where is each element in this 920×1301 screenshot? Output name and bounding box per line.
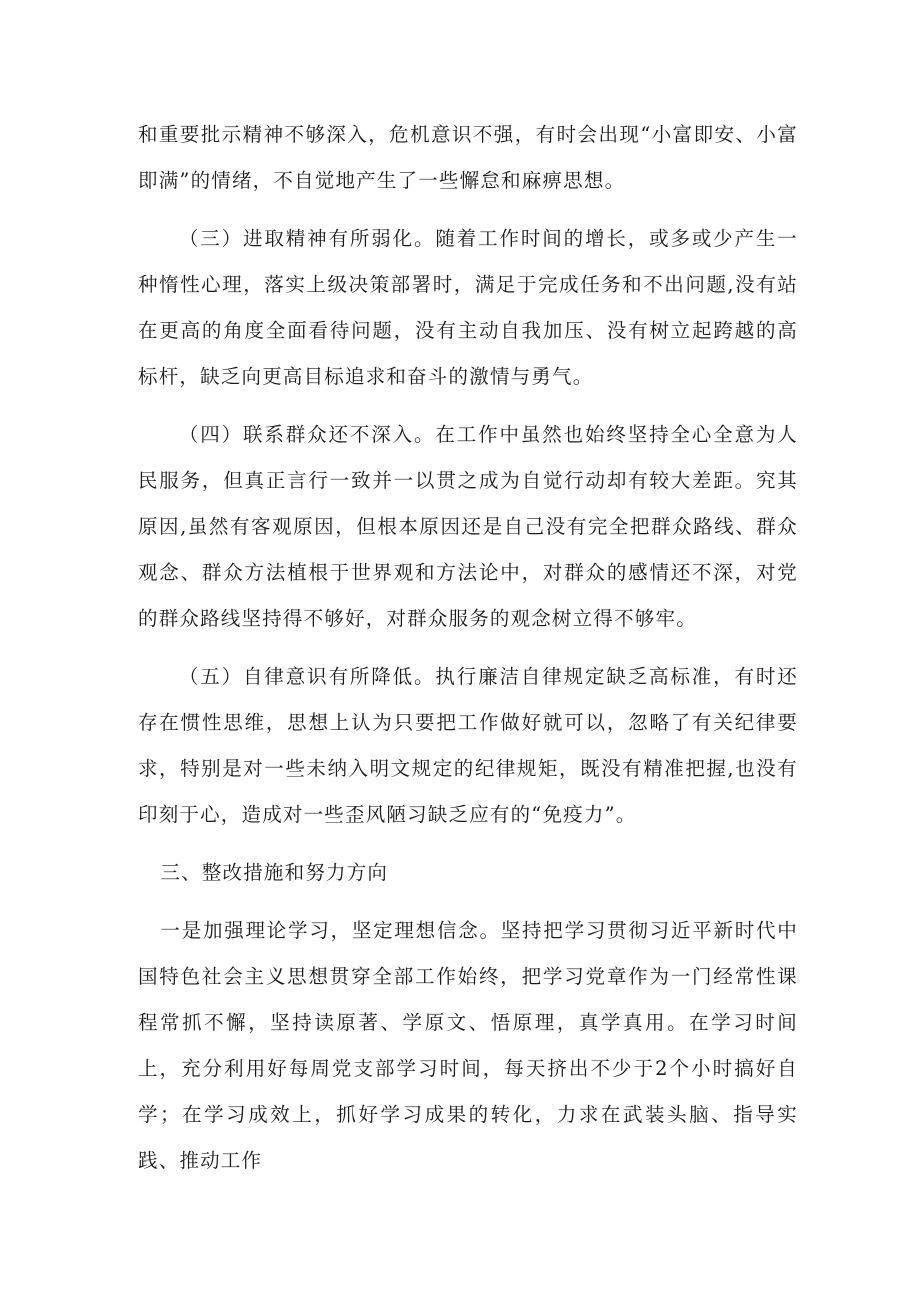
paragraph-section-five: （五）自律意识有所降低。执行廉洁自律规定缺乏高标准，有时还存在惯性思维，思想上认为只要把工作做好就可以，忽略了有关纪律要求，特别是对一些未纳入明文规定的纪律规矩，既没有精准把握,也没有印刻于心，造成对一些歪风陋习缺乏应有的“免疫力”。 (138, 665, 798, 826)
section-heading: 三、整改措施和努力方向 (160, 861, 389, 884)
paragraph-measure-one: 一是加强理论学习，坚定理想信念。坚持把学习贯彻习近平新时代中国特色社会主义思想贯穿全部工作始终，把学习党章作为一门经常性课程常抓不懈，坚持读原著、学原文、悟原理，真学真用。在学习时间上，充分利用好每周党支部学习时间，每天挤出不少于2个小时搞好自学；在学习成效上，抓好学习成果的转化，力求在武装头脑、指导实践、推动工作 (138, 919, 798, 1172)
document-body (138, 112, 798, 1196)
paragraph-section-four: （四）联系群众还不深入。在工作中虽然也始终坚持全心全意为人民服务，但真正言行一致并一以贯之成为自觉行动却有较大差距。究其原因,虽然有客观原因，但根本原因还是自己没有完全把群众路线、群众观念、群众方法植根于世界观和方法论中，对群众的感情还不深，对党的群众路线坚持得不够好，对群众服务的观念树立得不够牢。 (138, 423, 798, 630)
paragraph-continuation: 和重要批示精神不够深入，危机意识不强，有时会出现“小富即安、小富即满”的情绪，不自觉地产生了一些懈怠和麻痹思想。 (138, 123, 798, 192)
paragraph-section-three: （三）进取精神有所弱化。随着工作时间的增长，或多或少产生一种惰性心理，落实上级决策部署时，满足于完成任务和不出问题,没有站在更高的角度全面看待问题，没有主动自我加压、没有树立起跨越的高标杆，缺乏向更高目标追求和奋斗的激情与勇气。 (138, 227, 798, 388)
